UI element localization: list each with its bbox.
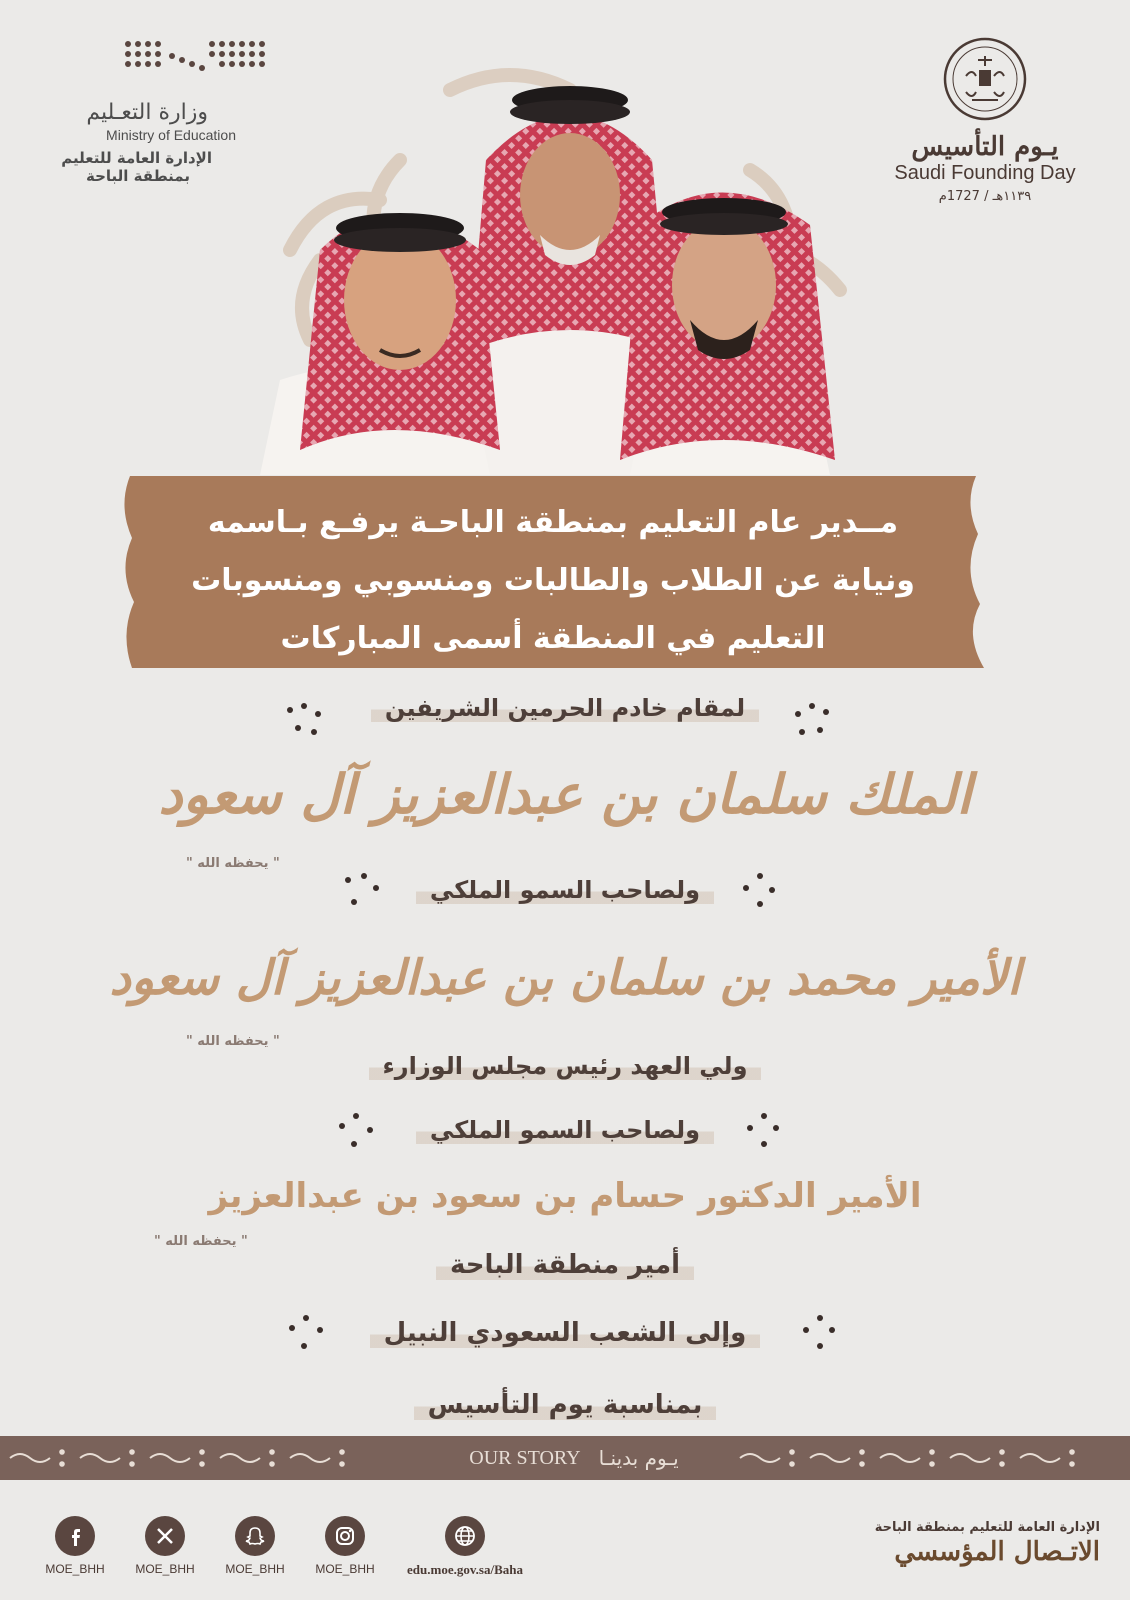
our-story-ar: يـوم بدينـا: [598, 1446, 679, 1470]
king-name: الملك سلمان بن عبدالعزيز آل سعود: [158, 762, 972, 826]
founding-day-logo: [880, 36, 1090, 204]
hafizahullah-crown-prince: " يحفظه الله ": [186, 1034, 280, 1049]
dots-ornament: [792, 702, 832, 742]
dots-ornament: [740, 872, 780, 912]
to-highness-2-text: ولصاحب السمو الملكي: [416, 1116, 714, 1144]
banner-line-2: ونيابة عن الطلاب والطالبات ومنسوبي ومنسوبات: [191, 563, 915, 598]
story-pattern-left: [0, 1436, 400, 1480]
crown-prince-title: [0, 1052, 1130, 1080]
footer-department: الإدارة العامة للتعليم بمنطقة الباحة: [874, 1520, 1100, 1535]
right-figure: [620, 193, 835, 476]
occasion-text: بمناسبة يوم التأسيس: [414, 1390, 717, 1420]
instagram-link[interactable]: [300, 1516, 390, 1586]
ministry-name-ar: وزارة التعـليم: [86, 100, 208, 125]
governor-title-text: أمير منطقة الباحة: [436, 1250, 694, 1280]
department-line-2: بمنطقة الباحة: [86, 167, 190, 185]
ministry-dots-emblem: [120, 36, 270, 86]
to-highness-1-text: ولصاحب السمو الملكي: [416, 876, 714, 904]
governor-name: الأمير الدكتور حسام بن سعود بن عبدالعزيز: [208, 1176, 922, 1216]
footer-comm-title: الاتـصال المؤسسي: [894, 1537, 1100, 1567]
occasion: [0, 1390, 1130, 1420]
dots-ornament: [744, 1112, 784, 1152]
crown-prince-name: الأمير محمد بن سلمان بن عبدالعزيز آل سعود: [109, 950, 1021, 1006]
website-url: edu.moe.gov.sa/Baha: [407, 1562, 523, 1577]
snapchat-icon: [235, 1516, 275, 1556]
founding-day-name-ar: يـوم التأسيس: [911, 132, 1059, 162]
ministry-logo: [40, 36, 280, 185]
facebook-handle: MOE_BHH: [45, 1562, 105, 1576]
dots-ornament: [336, 1112, 376, 1152]
dots-ornament: [342, 872, 382, 912]
snapchat-link[interactable]: [210, 1516, 300, 1586]
footer-signature: [800, 1520, 1100, 1567]
department-line-1: الإدارة العامة للتعليم: [61, 149, 212, 167]
hafizahullah-king: " يحفظه الله ": [186, 856, 280, 871]
instagram-icon: [325, 1516, 365, 1556]
dots-ornament: [286, 1314, 326, 1354]
x-handle: MOE_BHH: [135, 1562, 195, 1576]
to-people-text: وإلى الشعب السعودي النبيل: [370, 1318, 761, 1348]
to-highness-2: [0, 1116, 1130, 1144]
instagram-handle: MOE_BHH: [315, 1562, 375, 1576]
crown-prince-title-text: ولي العهد رئيس مجلس الوزارء: [369, 1052, 762, 1080]
title-banner-text: [118, 486, 988, 676]
to-people: [0, 1318, 1130, 1348]
governor-title: [0, 1250, 1130, 1280]
website-link[interactable]: [390, 1516, 540, 1586]
story-pattern-right: [730, 1436, 1130, 1480]
globe-icon: [445, 1516, 485, 1556]
snapchat-handle: MOE_BHH: [225, 1562, 285, 1576]
dots-ornament: [800, 1314, 840, 1354]
our-story-band: [0, 1436, 1130, 1480]
ministry-name-en: Ministry of Education: [106, 127, 236, 143]
facebook-icon: [55, 1516, 95, 1556]
to-king-title-text: لمقام خادم الحرمين الشريفين: [371, 694, 759, 722]
banner-line-1: مــدير عام التعليم بمنطقة الباحـة يرفـع بـاسمه: [207, 505, 899, 540]
x-link[interactable]: [120, 1516, 210, 1586]
banner-line-3: التعليم في المنطقة أسمى المباركات: [280, 621, 826, 656]
x-icon: [145, 1516, 185, 1556]
founding-day-emblem-icon: [942, 36, 1028, 122]
founding-day-name-en: Saudi Founding Day: [894, 162, 1076, 184]
hafizahullah-governor: " يحفظه الله ": [154, 1234, 248, 1249]
founding-day-years: ١١٣٩هـ / 1727م: [938, 189, 1032, 204]
to-highness-1: [0, 876, 1130, 904]
social-links: [30, 1516, 550, 1586]
our-story-en: OUR STORY: [469, 1446, 581, 1469]
dots-ornament: [284, 702, 324, 742]
facebook-link[interactable]: [30, 1516, 120, 1586]
to-king-title: [0, 694, 1130, 722]
leaders-portrait-image: [250, 50, 890, 475]
